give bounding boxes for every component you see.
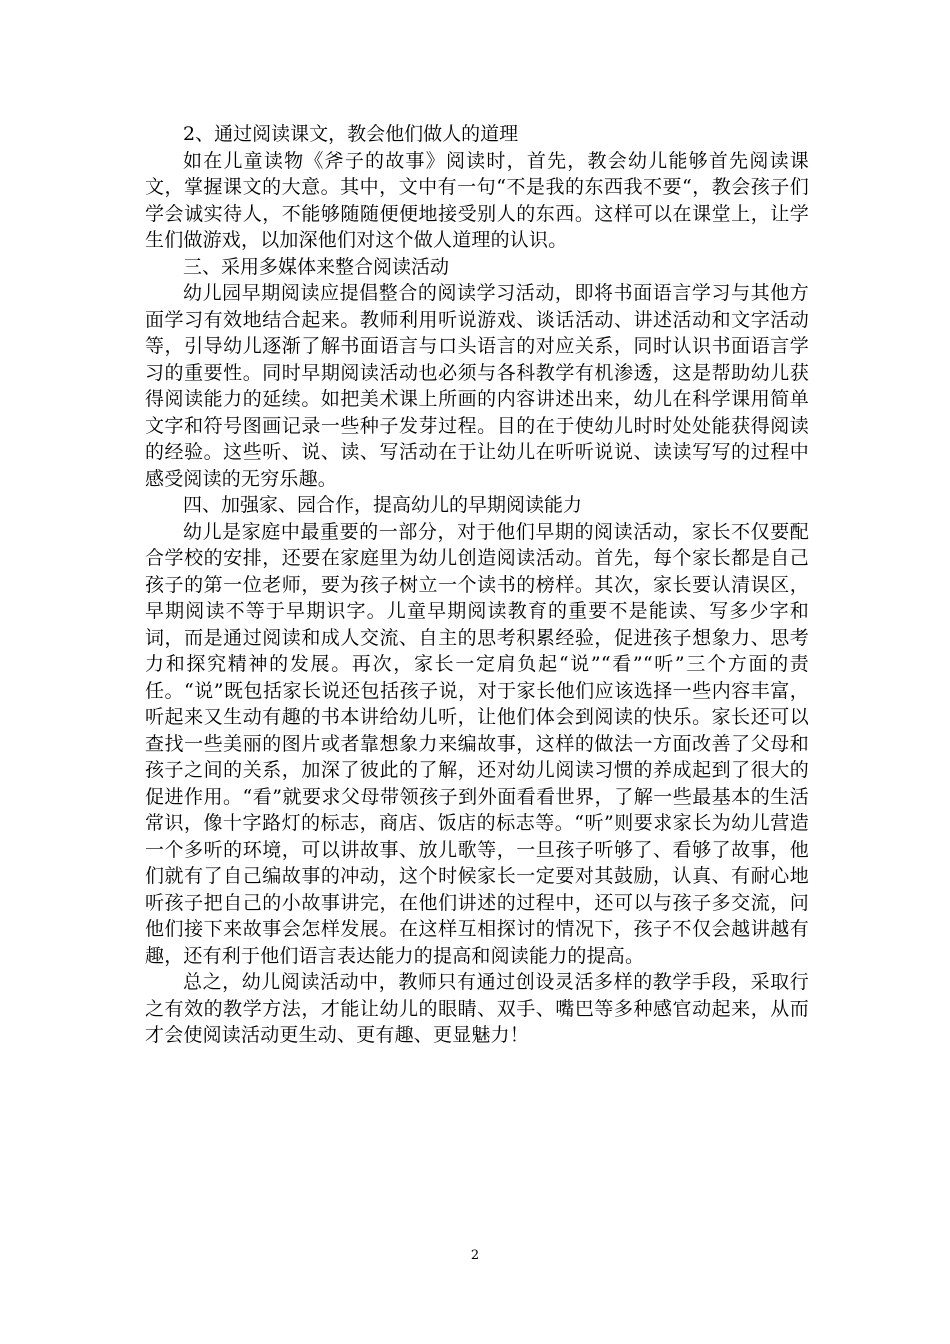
section-heading-multimedia: 三、采用多媒体来整合阅读活动 [183, 255, 450, 278]
paragraph-conclusion: 总之，幼儿阅读活动中，教师只有通过创设灵活多样的教学手段，采取行之有效的教学方法，才能让幼儿的眼睛、双手、嘴巴等多种感官动起来，从而才会使阅读活动更生动、更有趣、更显魅力！ [145, 971, 809, 1046]
section-heading-home-school-cooperation: 四、加强家、园合作，提高幼儿的早期阅读能力 [183, 494, 583, 516]
paragraph-integrated-reading: 幼儿园早期阅读应提倡整合的阅读学习活动，即将书面语言学习与其他方面学习有效地结合起来。教师利用听说游戏、谈话活动、讲述活动和文字活动等，引导幼儿逐渐了解书面语言与口头语言的对应关系，同时认识书面语言学习的重要性。同时早期阅读活动也必须与各科教学有机渗透，这是帮助幼儿获得阅读能力的延续。如把美术课上所画的内容讲述出来，幼儿在科学课用简单文字和符号图画记录一些种子发芽过程。目的在于使幼儿时时处处能获得阅读的经验。这些听、说、读、写活动在于让幼儿在听听说说、读读写写的过程中感受阅读的无穷乐趣。 [145, 282, 809, 490]
document-body [145, 121, 809, 1049]
paragraph-axe-story: 如在儿童读物《斧子的故事》阅读时，首先，教会幼儿能够首先阅读课文，掌握课文的大意。其中，文中有一句“不是我的东西我不要“，教会孩子们学会诚实待人，不能够随随便便地接受别人的东西。这样可以在课堂上，让学生们做游戏，以加深他们对这个做人道理的认识。 [145, 149, 809, 251]
paragraph-family-reading: 幼儿是家庭中最重要的一部分，对于他们早期的阅读活动，家长不仅要配合学校的安排，还要在家庭里为幼儿创造阅读活动。首先，每个家长都是自己孩子的第一位老师，要为孩子树立一个读书的榜样。其次，家长要认清误区，早期阅读不等于早期识字。儿童早期阅读教育的重要不是能读、写多少字和词，而是通过阅读和成人交流、自主的思考积累经验，促进孩子想象力、思考力和探究精神的发展。再次，家长一定肩负起“说”“看”“听”三个方面的责任。“说”既包括家长说还包括孩子说，对于家长他们应该选择一些内容丰富，听起来又生动有趣的书本讲给幼儿听，让他们体会到阅读的快乐。家长还可以查找一些美丽的图片或者靠想象力来编故事，这样的做法一方面改善了父母和孩子之间的关系，加深了彼此的了解，还对幼儿阅读习惯的养成起到了很大的促进作用。“看”就要求父母带领孩子到外面看看世界，了解一些最基本的生活常识，像十字路灯的标志，商店、饭店的标志等。“听”则要求家长为幼儿营造一个多听的环境，可以讲故事、放儿歌等，一旦孩子听够了、看够了故事，他们就有了自己编故事的冲动，这个时候家长一定要对其鼓励，认真、有耐心地听孩子把自己的小故事讲完，在他们讲述的过程中，还可以与孩子多交流，问他们接下来故事会怎样发展。在这样互相探讨的情况下，孩子不仅会越讲越有趣，还有利于他们语言表达能力的提高和阅读能力的提高。 [145, 520, 809, 967]
section-heading-reading-texts: 2、通过阅读课文，教会他们做人的道理 [183, 123, 519, 145]
page-number: 2 [470, 1248, 480, 1263]
